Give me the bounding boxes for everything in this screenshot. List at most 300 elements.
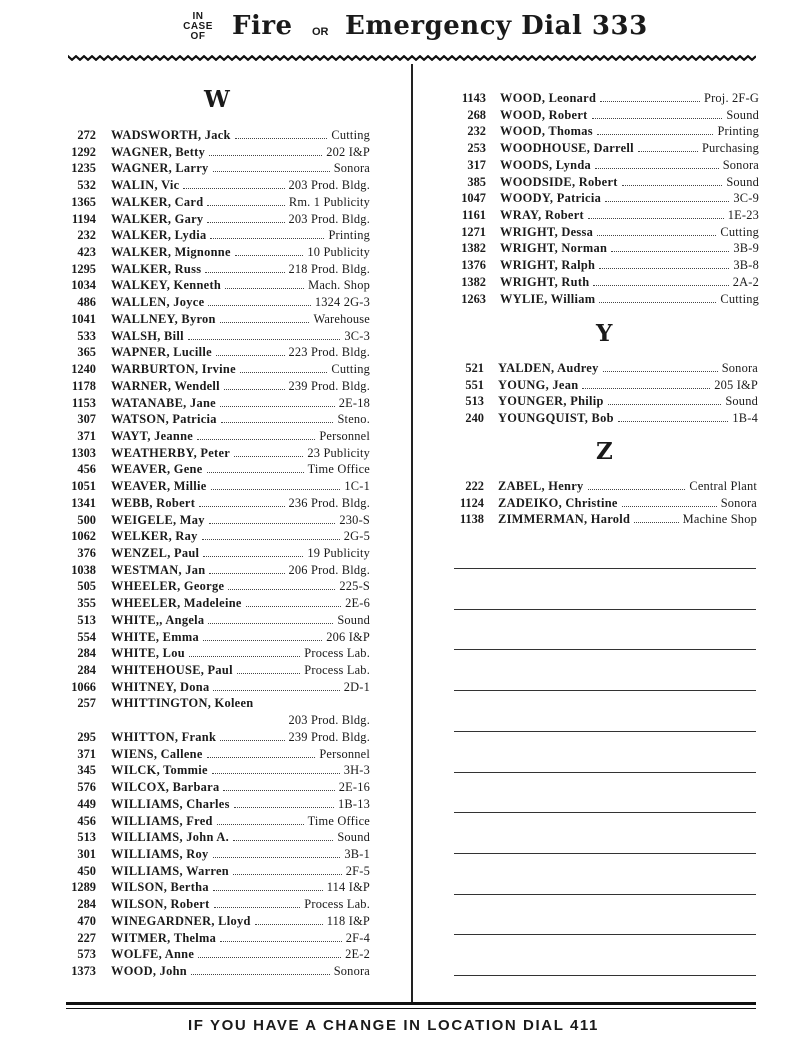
location: Cutting — [720, 224, 759, 239]
blank-entry-line — [454, 975, 756, 976]
location: 19 Publicity — [307, 546, 370, 560]
dot-leader — [599, 291, 716, 303]
location: 2A-2 — [732, 274, 759, 289]
list-item — [56, 729, 370, 746]
employee-name: YALDEN, Audrey — [498, 361, 599, 375]
list-item — [56, 746, 370, 763]
location: 1E-23 — [727, 208, 759, 223]
location: Sound — [726, 174, 759, 189]
dot-leader — [199, 495, 285, 507]
employee-name: WALKER, Card — [111, 194, 204, 209]
blank-entry-line — [454, 568, 756, 569]
location: Mach. Shop — [308, 278, 370, 293]
location: 225-S — [339, 579, 370, 594]
employee-name: WAPNER, Lucille — [111, 345, 212, 360]
list-item — [56, 930, 370, 947]
extension-number: 551 — [465, 377, 484, 392]
employee-name: WILSON, Bertha — [111, 880, 209, 895]
list-item — [56, 261, 370, 278]
employee-name: WHITNEY, Dona — [111, 679, 210, 694]
location: 236 Prod. Bldg. — [288, 495, 370, 510]
employee-name: WITMER, Thelma — [111, 930, 217, 945]
list-item — [56, 395, 370, 412]
location: 1324 2G-3 — [314, 295, 370, 310]
list-item — [56, 177, 370, 194]
extension-number: 500 — [77, 512, 96, 527]
extension-number: 376 — [77, 546, 96, 560]
list-item — [446, 157, 759, 174]
extension-number: 1051 — [71, 479, 96, 494]
extension-number: 1263 — [461, 291, 486, 306]
employee-name: WARNER, Wendell — [111, 378, 220, 393]
extension-number: 513 — [465, 394, 484, 409]
extension-number: 345 — [77, 763, 96, 778]
list-item — [56, 796, 370, 813]
section-letter-w: W — [204, 86, 230, 113]
location: Cutting — [331, 128, 370, 142]
in-case-of-label: IN CASE OF — [183, 11, 213, 42]
list-item — [56, 495, 370, 512]
dot-leader — [209, 562, 285, 574]
extension-number: 456 — [77, 813, 96, 828]
dot-leader — [189, 645, 300, 657]
blank-entry-line — [454, 772, 756, 773]
dot-leader — [233, 829, 333, 841]
employee-name: WILLIAMS, Fred — [111, 813, 213, 828]
employee-name: WALKEY, Kenneth — [111, 278, 222, 293]
employee-name: WOOD, Robert — [500, 107, 588, 122]
extension-number: 423 — [77, 245, 96, 260]
employee-name: WARBURTON, Irvine — [111, 362, 236, 377]
list-item — [56, 913, 370, 930]
list-item — [446, 207, 759, 224]
list-item — [56, 160, 370, 177]
extension-number: 317 — [467, 157, 486, 172]
dot-leader — [213, 679, 340, 691]
dot-leader — [213, 846, 340, 858]
list-item — [56, 595, 370, 612]
extension-number: 301 — [77, 846, 96, 861]
extension-number: 1382 — [461, 241, 486, 256]
location: 2F-4 — [345, 930, 370, 945]
list-item — [56, 679, 370, 696]
list-item — [56, 512, 370, 529]
location: Cutting — [331, 362, 370, 377]
blank-entry-line — [454, 934, 756, 935]
dot-leader — [209, 144, 322, 156]
list-item — [56, 428, 370, 445]
extension-number: 307 — [77, 412, 96, 427]
extension-number: 470 — [77, 913, 96, 928]
employee-name: WILLIAMS, Roy — [111, 846, 209, 861]
extension-number: 1271 — [461, 224, 486, 239]
list-item — [56, 779, 370, 796]
dot-leader — [197, 428, 315, 440]
dot-leader — [203, 629, 322, 641]
location: Proj. 2F-G — [703, 91, 759, 105]
dot-leader — [207, 194, 285, 206]
location: 203 Prod. Bldg. — [288, 178, 370, 193]
list-item — [56, 963, 370, 980]
employee-name: WRIGHT, Ralph — [500, 258, 596, 273]
employee-name: WHITE, Lou — [111, 646, 185, 661]
location: 218 Prod. Bldg. — [288, 261, 370, 276]
extension-number: 456 — [77, 462, 96, 477]
list-item — [446, 257, 759, 274]
location: Sonora — [721, 361, 758, 375]
employee-name: WOLFE, Anne — [111, 947, 195, 962]
location: 1B-4 — [732, 411, 758, 426]
dot-leader — [212, 762, 340, 774]
location: Personnel — [319, 746, 370, 761]
dot-leader — [600, 90, 700, 102]
extension-number: 1365 — [71, 194, 96, 209]
list-item — [446, 478, 757, 495]
list-item — [56, 361, 370, 378]
list-item — [446, 410, 758, 427]
extension-number: 222 — [465, 479, 484, 493]
location: Time Office — [307, 813, 370, 828]
location: 230-S — [339, 512, 370, 527]
location: 114 I&P — [326, 880, 370, 895]
employee-name: WOOD, Thomas — [500, 124, 593, 139]
extension-number: 576 — [77, 780, 96, 795]
location: 118 I&P — [326, 913, 370, 928]
list-item — [446, 123, 759, 140]
list-item — [56, 277, 370, 294]
employee-name: WENZEL, Paul — [111, 546, 200, 560]
section-letter-y: Y — [596, 320, 613, 347]
extension-number: 1066 — [71, 679, 96, 694]
fire-label: Fire — [232, 11, 293, 41]
dot-leader — [622, 174, 722, 186]
employee-name: WIENS, Callene — [111, 746, 203, 761]
list-item — [56, 227, 370, 244]
list-item — [56, 629, 370, 646]
employee-name: WOODHOUSE, Darrell — [500, 141, 634, 156]
employee-name: WOODSIDE, Robert — [500, 174, 618, 189]
location: 2G-5 — [343, 529, 370, 544]
blank-entry-line — [454, 853, 756, 854]
list-item — [446, 393, 758, 410]
employee-name: WOOD, John — [111, 964, 187, 978]
employee-name: WILCK, Tommie — [111, 763, 208, 778]
dot-leader — [234, 796, 334, 808]
dot-leader — [208, 612, 333, 624]
location: Steno. — [337, 412, 370, 427]
employee-name: WRIGHT, Dessa — [500, 224, 594, 239]
employee-name: WHEELER, George — [111, 579, 225, 594]
location: 206 Prod. Bldg. — [288, 562, 370, 577]
extension-number: 295 — [77, 729, 96, 744]
list-item — [446, 291, 759, 308]
list-item — [446, 90, 759, 107]
employee-name: WALKER, Lydia — [111, 228, 207, 243]
dot-leader — [213, 160, 330, 172]
extension-number: 1303 — [71, 445, 96, 460]
location: Purchasing — [701, 141, 759, 156]
blank-entry-line — [454, 812, 756, 813]
list-item — [56, 896, 370, 913]
list-item — [56, 378, 370, 395]
list-item — [56, 863, 370, 880]
extension-number: 486 — [77, 295, 96, 310]
dot-leader — [217, 813, 304, 825]
extension-number: 1382 — [461, 274, 486, 289]
location: 3H-3 — [343, 763, 370, 778]
dot-leader — [595, 157, 719, 169]
extension-number: 1373 — [71, 964, 96, 978]
extension-number: 1062 — [71, 529, 96, 544]
list-item — [56, 946, 370, 963]
location: 3B-9 — [733, 241, 759, 256]
employee-name: ZIMMERMAN, Harold — [498, 512, 631, 527]
extension-number: 521 — [465, 361, 484, 375]
location: 202 I&P — [326, 144, 370, 159]
list-item — [56, 194, 370, 211]
dot-leader — [214, 896, 300, 908]
dot-leader — [611, 240, 729, 252]
blank-entry-line — [454, 731, 756, 732]
extension-number: 1038 — [71, 562, 96, 577]
list-item — [56, 712, 370, 729]
dot-leader — [618, 410, 728, 422]
or-label: OR — [312, 26, 329, 38]
employee-name: WRIGHT, Norman — [500, 241, 608, 256]
location: Central Plant — [689, 479, 757, 493]
list-item — [56, 127, 370, 144]
dot-leader — [608, 393, 721, 405]
dot-leader — [235, 127, 327, 139]
list-item — [56, 244, 370, 261]
blank-entry-line — [454, 894, 756, 895]
extension-number: 1124 — [459, 495, 484, 510]
dot-leader — [210, 227, 324, 239]
list-item — [56, 578, 370, 595]
location: 205 I&P — [714, 377, 758, 392]
extension-number: 232 — [77, 228, 96, 243]
location: 223 Prod. Bldg. — [288, 345, 370, 360]
list-item — [56, 528, 370, 545]
location: 3B-1 — [344, 846, 370, 861]
location: 2D-1 — [343, 679, 370, 694]
dot-leader — [588, 207, 724, 219]
extension-number: 284 — [77, 897, 96, 912]
employee-name: WILLIAMS, Charles — [111, 796, 230, 811]
dot-leader — [224, 378, 285, 390]
location: Process Lab. — [304, 663, 370, 678]
location: 3C-9 — [733, 191, 759, 206]
list-item — [446, 224, 759, 241]
footer-rule-thin — [66, 1008, 756, 1009]
location: Sound — [726, 107, 759, 122]
employee-name: WHEELER, Madeleine — [111, 596, 242, 611]
extension-number: 513 — [77, 612, 96, 627]
blank-entry-line — [454, 649, 756, 650]
dot-leader — [216, 344, 285, 356]
location: Warehouse — [313, 311, 370, 326]
employee-name: YOUNG, Jean — [498, 377, 579, 392]
location: 1C-1 — [344, 479, 370, 494]
extension-number: 1376 — [461, 258, 486, 273]
blank-entry-line — [454, 609, 756, 610]
location: 2F-5 — [345, 863, 370, 878]
dot-leader — [228, 578, 335, 590]
list-item — [446, 240, 759, 257]
extension-number: 365 — [77, 345, 96, 360]
employee-name: WATSON, Patricia — [111, 412, 217, 427]
extension-number: 257 — [77, 696, 96, 711]
location: Time Office — [307, 462, 370, 477]
dot-leader — [203, 545, 303, 557]
list-item — [56, 211, 370, 228]
list-item — [56, 813, 370, 830]
list-item — [56, 562, 370, 579]
location: Sonora — [720, 495, 757, 510]
employee-name: WOODS, Lynda — [500, 157, 592, 172]
extension-number: 385 — [467, 174, 486, 189]
location: Sound — [337, 612, 370, 627]
dot-leader — [235, 244, 303, 256]
employee-name: WAGNER, Larry — [111, 161, 209, 176]
dot-leader — [191, 963, 330, 975]
list-item — [56, 445, 370, 462]
extension-number: 1292 — [71, 144, 96, 159]
location: 3B-8 — [733, 258, 759, 273]
list-item — [56, 144, 370, 161]
location: 10 Publicity — [307, 245, 370, 260]
employee-name: WILLIAMS, John A. — [111, 830, 230, 845]
list-item — [56, 645, 370, 662]
dot-leader — [211, 478, 340, 490]
extension-number: 284 — [77, 646, 96, 661]
location: Printing — [328, 228, 370, 243]
dot-leader — [593, 274, 729, 286]
dot-leader — [582, 377, 710, 389]
employee-name: WALKER, Gary — [111, 211, 204, 226]
list-item — [56, 846, 370, 863]
list-item — [56, 328, 370, 345]
list-item — [56, 829, 370, 846]
list-item — [56, 411, 370, 428]
location: 2E-6 — [345, 596, 370, 611]
employee-name: WATANABE, Jane — [111, 395, 216, 410]
dot-leader — [234, 445, 303, 457]
list-item — [56, 311, 370, 328]
location: Sonora — [333, 161, 370, 176]
employee-name: WHITTINGTON, Koleen — [111, 696, 254, 711]
location: 206 I&P — [326, 629, 370, 644]
employee-name: WOOD, Leonard — [500, 91, 597, 105]
extension-number: 532 — [77, 178, 96, 193]
extension-number: 1047 — [461, 191, 486, 206]
dot-leader — [223, 779, 335, 791]
extension-number: 371 — [77, 746, 96, 761]
dot-leader — [198, 946, 341, 958]
list-item — [446, 140, 759, 157]
list-item — [56, 879, 370, 896]
extension-number: 1289 — [71, 880, 96, 895]
list-item — [56, 461, 370, 478]
employee-name: WEATHERBY, Peter — [111, 445, 231, 460]
dot-leader — [599, 257, 729, 269]
extension-number: 232 — [467, 124, 486, 139]
extension-number: 1153 — [71, 395, 96, 410]
dot-leader — [225, 277, 304, 289]
dot-leader — [597, 123, 713, 135]
location: Sonora — [722, 157, 759, 172]
dot-leader — [220, 395, 335, 407]
extension-number: 1034 — [71, 278, 96, 293]
location: 2E-16 — [338, 780, 370, 795]
list-item — [446, 360, 758, 377]
dot-leader — [207, 211, 285, 223]
location: Printing — [717, 124, 759, 139]
employee-name: WRIGHT, Ruth — [500, 274, 590, 289]
extension-number: 1235 — [71, 161, 96, 176]
location: Rm. 1 Publicity — [288, 194, 370, 209]
employee-name: WINEGARDNER, Lloyd — [111, 913, 251, 928]
location: 203 Prod. Bldg. — [288, 713, 370, 728]
emergency-header — [0, 6, 787, 56]
extension-number: 1194 — [71, 211, 96, 226]
dot-leader — [188, 328, 340, 340]
list-item — [446, 377, 758, 394]
list-item — [56, 478, 370, 495]
list-item — [446, 495, 757, 512]
employee-name: WRAY, Robert — [500, 208, 584, 223]
extension-number: 371 — [77, 428, 96, 443]
employee-name: WEIGELE, May — [111, 512, 205, 527]
footer-rule-thick — [66, 1002, 756, 1005]
dot-leader — [207, 461, 304, 473]
dot-leader — [638, 140, 698, 152]
extension-number: 1161 — [461, 208, 486, 223]
employee-name: WADSWORTH, Jack — [111, 128, 231, 142]
extension-number: 1178 — [71, 378, 96, 393]
dot-leader — [588, 478, 685, 490]
dot-leader — [603, 360, 718, 372]
extension-number: 253 — [467, 141, 486, 156]
list-item — [56, 344, 370, 361]
extension-number: 355 — [77, 596, 96, 611]
location: Cutting — [720, 291, 759, 306]
employee-name: WAGNER, Betty — [111, 144, 206, 159]
extension-number: 573 — [77, 947, 96, 962]
extension-number: 240 — [465, 411, 484, 426]
extension-number: 449 — [77, 796, 96, 811]
extension-number: 533 — [77, 328, 96, 343]
extension-number: 554 — [77, 629, 96, 644]
location: Process Lab. — [304, 897, 370, 912]
location: Process Lab. — [304, 646, 370, 661]
employee-name: WOODY, Patricia — [500, 191, 602, 206]
extension-number: 1041 — [71, 311, 96, 326]
extension-number: 505 — [77, 579, 96, 594]
employee-name: YOUNGQUIST, Bob — [498, 411, 614, 426]
list-item — [446, 107, 759, 124]
location: Personnel — [319, 428, 370, 443]
extension-number: 227 — [77, 930, 96, 945]
dot-leader — [605, 190, 729, 202]
employee-name: WELKER, Ray — [111, 529, 198, 544]
location: 3C-3 — [344, 328, 370, 343]
extension-number: 1143 — [461, 91, 486, 105]
extension-number: 513 — [77, 830, 96, 845]
location: 239 Prod. Bldg. — [288, 729, 370, 744]
list-item — [56, 662, 370, 679]
extension-number: 284 — [77, 663, 96, 678]
